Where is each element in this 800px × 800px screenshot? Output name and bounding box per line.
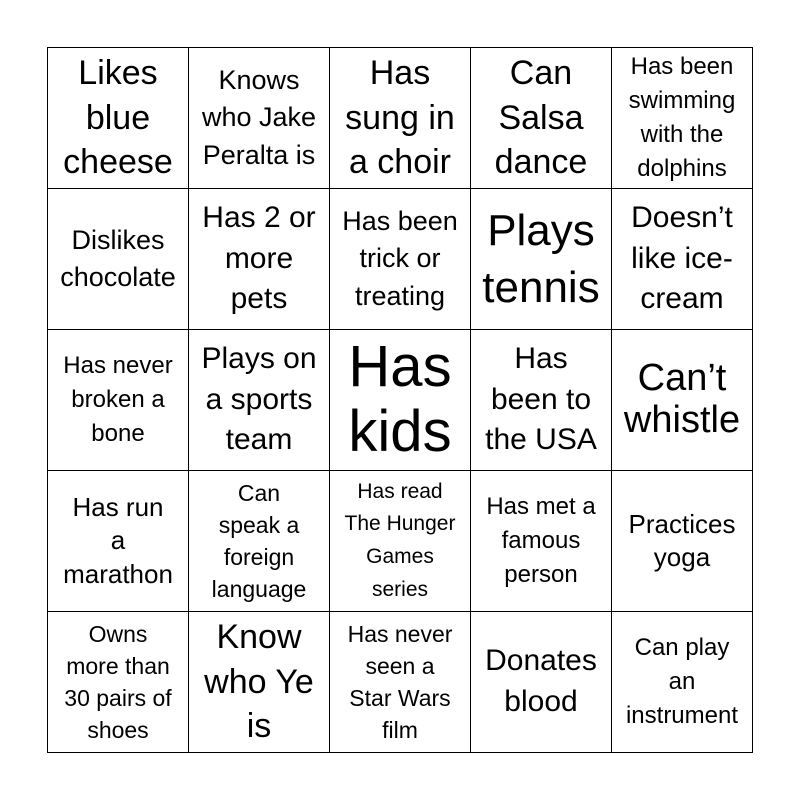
- bingo-cell[interactable]: [471, 471, 612, 612]
- cell-text: Has been swimming with the dolphins: [628, 52, 736, 183]
- cell-text: Has never broken a bone: [63, 351, 173, 448]
- bingo-cell[interactable]: [612, 471, 753, 612]
- cell-text: Likes blue cheese: [63, 53, 173, 182]
- cell-text: Plays tennis: [482, 205, 600, 312]
- bingo-cell[interactable]: [471, 330, 612, 471]
- cell-text: Has been trick or treating: [342, 206, 458, 311]
- cell-text: Has run a marathon: [63, 492, 173, 589]
- cell-text: Has met a famous person: [486, 492, 596, 589]
- bingo-cell[interactable]: [189, 48, 330, 189]
- bingo-cell[interactable]: [471, 189, 612, 330]
- bingo-cell[interactable]: [48, 471, 189, 612]
- bingo-cell[interactable]: [612, 48, 753, 189]
- cell-text: Know who Ye is: [204, 617, 314, 746]
- cell-text: Has 2 or more pets: [202, 200, 316, 316]
- cell-text: Can speak a foreign language: [211, 479, 307, 603]
- cell-text: Has never seen a Star Wars film: [347, 620, 453, 744]
- bingo-cell[interactable]: [189, 330, 330, 471]
- bingo-cell[interactable]: [189, 471, 330, 612]
- cell-text: Dislikes chocolate: [60, 224, 176, 292]
- bingo-cell[interactable]: [612, 189, 753, 330]
- cell-text: Doesn’t like ice- cream: [631, 200, 733, 316]
- cell-text: Plays on a sports team: [201, 341, 317, 457]
- bingo-cell[interactable]: [330, 48, 471, 189]
- cell-text: Has read The Hunger Games series: [344, 479, 456, 601]
- bingo-cell[interactable]: [471, 48, 612, 189]
- bingo-cell[interactable]: [189, 189, 330, 330]
- bingo-cell[interactable]: [189, 612, 330, 753]
- bingo-cell[interactable]: [48, 48, 189, 189]
- cell-text: Practices yoga: [628, 508, 736, 572]
- bingo-cell[interactable]: [48, 612, 189, 753]
- bingo-cell[interactable]: [330, 471, 471, 612]
- cell-text: Has kids: [348, 334, 452, 464]
- bingo-cell[interactable]: [612, 330, 753, 471]
- bingo-cell[interactable]: [612, 612, 753, 753]
- bingo-cell[interactable]: [48, 189, 189, 330]
- bingo-card: [47, 47, 753, 753]
- cell-text: Owns more than 30 pairs of shoes: [64, 620, 172, 744]
- cell-text: Knows who Jake Peralta is: [201, 65, 317, 170]
- bingo-cell[interactable]: [48, 330, 189, 471]
- cell-text: Can’t whistle: [623, 357, 741, 441]
- cell-text: Can play an instrument: [625, 633, 739, 730]
- cell-text: Has been to the USA: [485, 341, 597, 457]
- cell-text: Donates blood: [485, 644, 597, 718]
- bingo-cell[interactable]: [330, 612, 471, 753]
- cell-text: Has sung in a choir: [345, 53, 455, 182]
- cell-text: Can Salsa dance: [494, 53, 588, 182]
- bingo-cell[interactable]: [330, 189, 471, 330]
- bingo-cell-center[interactable]: [330, 330, 471, 471]
- bingo-cell[interactable]: [471, 612, 612, 753]
